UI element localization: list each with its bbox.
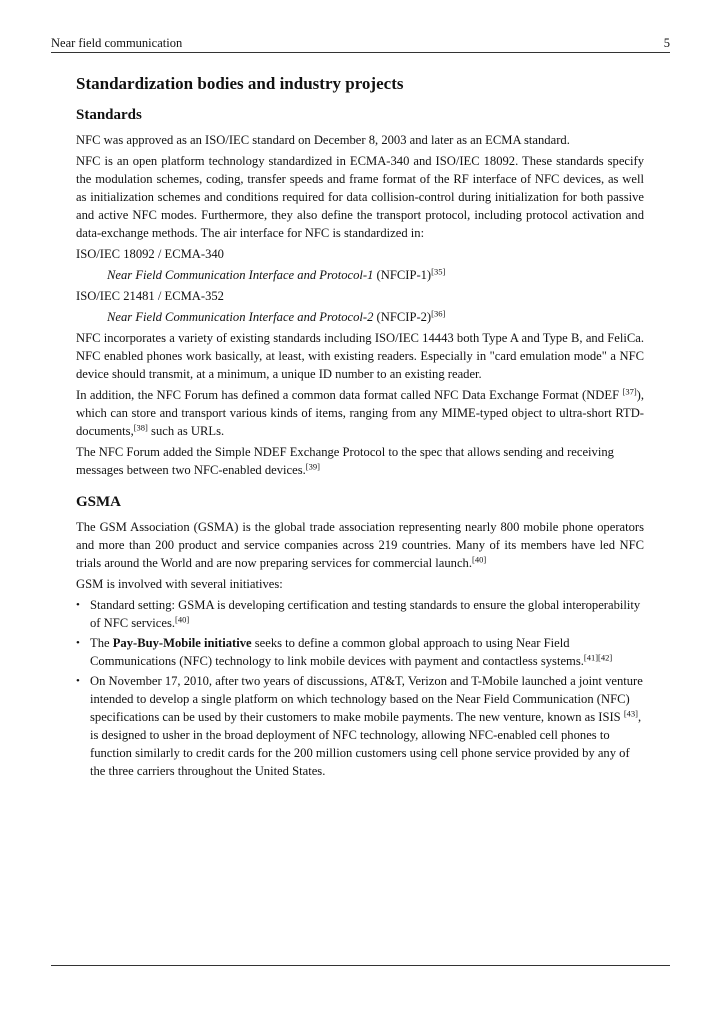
footer-rule — [51, 965, 670, 966]
page-number: 5 — [663, 36, 670, 50]
standard-label-21481: ISO/IEC 21481 / ECMA-352 — [76, 289, 224, 303]
standards-paragraph-4 — [76, 386, 644, 440]
nfcip1-title: Near Field Communication Interface and Protocol-1 — [107, 268, 374, 282]
gsma-initiatives-list — [76, 596, 644, 780]
initiative-pbm-prefix: The — [90, 636, 113, 650]
bullet-glyph: • — [76, 599, 80, 611]
citation-35[interactable]: [35] — [431, 266, 446, 277]
initiative-isis-text-a: On November 17, 2010, after two years of discussions, AT&T, Verizon and T-Mobile launched a joint venture intended to develop a single platform on which technology based on the Near Field Communication (NFC) specifications can be used by their customers to make mobile payments. The new venture, known as ISIS — [90, 674, 643, 724]
citation-40[interactable]: [40] — [472, 554, 487, 565]
running-title: Near field communication — [51, 36, 183, 50]
citation-37[interactable]: [37] — [622, 386, 637, 397]
section-title: Standardization bodies and industry projects — [76, 74, 404, 93]
standards-heading: Standards — [76, 107, 142, 123]
list-item — [76, 596, 644, 632]
gsma-heading: GSMA — [76, 494, 121, 510]
gsma-paragraph-1 — [76, 518, 644, 572]
ndef-text-a: In addition, the NFC Forum has defined a common data format called NFC Data Exchange Format (NDEF — [76, 388, 623, 402]
gsma-paragraph-2: GSM is involved with several initiatives: — [76, 577, 283, 591]
snep-text: The NFC Forum added the Simple NDEF Exchange Protocol to the spec that allows sending and receiving messages between two NFC-enabled devices. — [76, 445, 614, 477]
standards-paragraph-2: NFC is an open platform technology standardized in ECMA-340 and ISO/IEC 18092. These standards specify the modulation schemes, coding, transfer speeds and frame format of the RF interface of NFC devices, as well as initialization schemes and conditions required for data collision-control during initialization for both passive and active NFC modes. Furthermore, they also define the transport protocol, including protocol activation and data-exchange methods. The air interface for NFC is standardized in: — [76, 154, 644, 240]
standard-label-18092: ISO/IEC 18092 / ECMA-340 — [76, 247, 224, 261]
standard-definition-nfcip2 — [76, 308, 644, 326]
bullet-glyph: • — [76, 675, 80, 687]
citation-38[interactable]: [38] — [133, 422, 148, 433]
initiative-standard-setting-text: Standard setting: GSMA is developing certification and testing standards to ensure the global interoperability of NFC services. — [90, 598, 641, 630]
citation-43[interactable]: [43] — [623, 708, 638, 719]
nfcip2-abbr: (NFCIP-2) — [373, 310, 432, 324]
list-item — [76, 672, 644, 780]
nfcip2-title: Near Field Communication Interface and Protocol-2 — [107, 310, 374, 324]
citation-36[interactable]: [36] — [431, 308, 446, 319]
bullet-glyph: • — [76, 637, 80, 649]
initiative-isis-text-b: , is designed to usher in the broad deployment of NFC technology, allowing NFC-enabled cell phones to function similarly to credit cards for the 200 million customers using cell phone service provided by any of the three carriers throughout the United States. — [90, 710, 642, 778]
ndef-text-b: ), which can store and transport various kinds of items, ranging from any MIME-typed object to ultra-short RTD-documents, — [76, 388, 644, 438]
standards-paragraph-1: NFC was approved as an ISO/IEC standard on December 8, 2003 and later as an ECMA standard. — [76, 133, 570, 147]
running-header — [51, 36, 670, 53]
standards-paragraph-5 — [76, 443, 644, 479]
gsma-intro-text: The GSM Association (GSMA) is the global trade association representing nearly 800 mobile phone operators and more than 200 product and service companies across 219 countries. Many of its members have led NFC trials around the World and are now preparing services for commercial launch. — [76, 520, 644, 570]
standards-paragraph-3: NFC incorporates a variety of existing standards including ISO/IEC 14443 both Type A and Type B, and FeliCa. NFC enabled phones work basically, at least, with existing readers. Especially in "card emulation mode" a NFC device should transmit, at a minimum, a unique ID number to an existing reader. — [76, 331, 644, 381]
initiative-pbm-text: seeks to define a common global approach to using Near Field Communications (NFC) technology to link mobile devices with payment and contactless systems. — [90, 636, 584, 668]
pay-buy-mobile-link[interactable]: Pay-Buy-Mobile initiative — [112, 636, 252, 650]
ndef-text-c: such as URLs. — [147, 424, 225, 438]
standard-definition-nfcip1 — [76, 266, 644, 284]
citation-39[interactable]: [39] — [305, 461, 320, 472]
citation-41-42[interactable]: [41][42] — [583, 652, 613, 663]
citation-40[interactable]: [40] — [175, 614, 190, 625]
article-body — [76, 73, 644, 782]
list-item — [76, 634, 644, 670]
nfcip1-abbr: (NFCIP-1) — [373, 268, 432, 282]
